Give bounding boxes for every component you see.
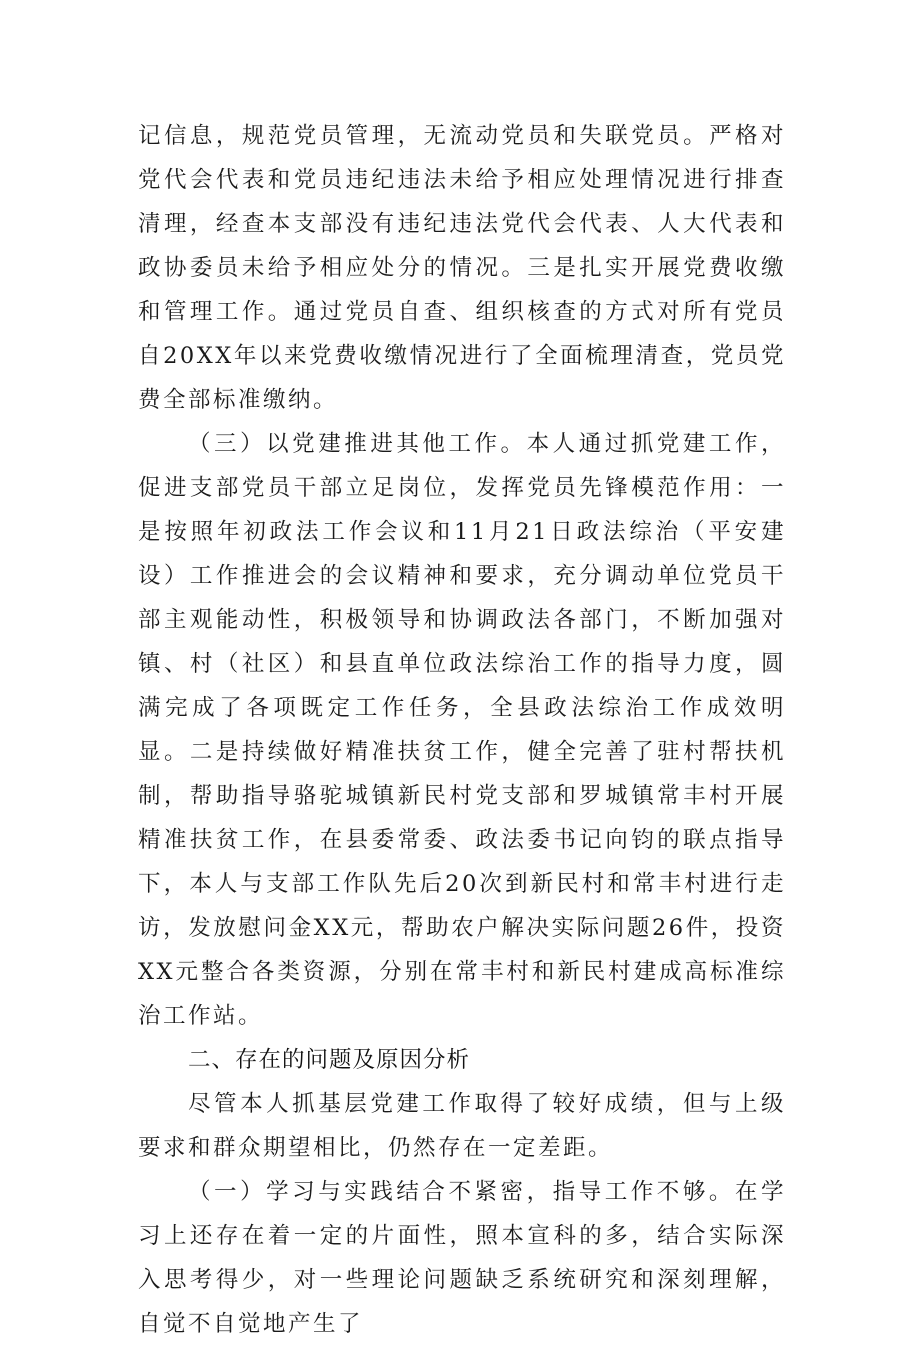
section-heading: 二、存在的问题及原因分析 — [188, 1047, 471, 1073]
paragraph-continuation: 记信息，规范党员管理，无流动党员和失联党员。严格对党代会代表和党员违纪违法未给予相应处理情况进行排查清理，经查本支部没有违纪违法党代会代表、人大代表和政协委员未给予相应处分的情况。三是扎实开展党费收缴和管理工作。通过党员自查、组织核查的方式对所有党员自20XX年以来党费收缴情况进行了全面梳理清查，党员党费全部标准缴纳。 — [138, 123, 786, 413]
document-body — [138, 114, 786, 1346]
paragraph-problems-intro: 尽管本人抓基层党建工作取得了较好成绩，但与上级要求和群众期望相比，仍然存在一定差距。 — [138, 1091, 786, 1161]
paragraph-problem-one: （一）学习与实践结合不紧密，指导工作不够。在学习上还存在着一定的片面性，照本宣科的多，结合实际深入思考得少，对一些理论问题缺乏系统研究和深刻理解，自觉不自觉地产生了 — [138, 1179, 786, 1337]
paragraph-section-three: （三）以党建推进其他工作。本人通过抓党建工作，促进支部党员干部立足岗位，发挥党员先锋模范作用：一是按照年初政法工作会议和11月21日政法综治（平安建设）工作推进会的会议精神和要求，充分调动单位党员干部主观能动性，积极领导和协调政法各部门，不断加强对镇、村（社区）和县直单位政法综治工作的指导力度，圆满完成了各项既定工作任务，全县政法综治工作成效明显。二是持续做好精准扶贫工作，健全完善了驻村帮扶机制，帮助指导骆驼城镇新民村党支部和罗城镇常丰村开展精准扶贫工作，在县委常委、政法委书记向钧的联点指导下，本人与支部工作队先后20次到新民村和常丰村进行走访，发放慰问金XX元，帮助农户解决实际问题26件，投资XX元整合各类资源，分别在常丰村和新民村建成高标准综治工作站。 — [138, 431, 786, 1029]
